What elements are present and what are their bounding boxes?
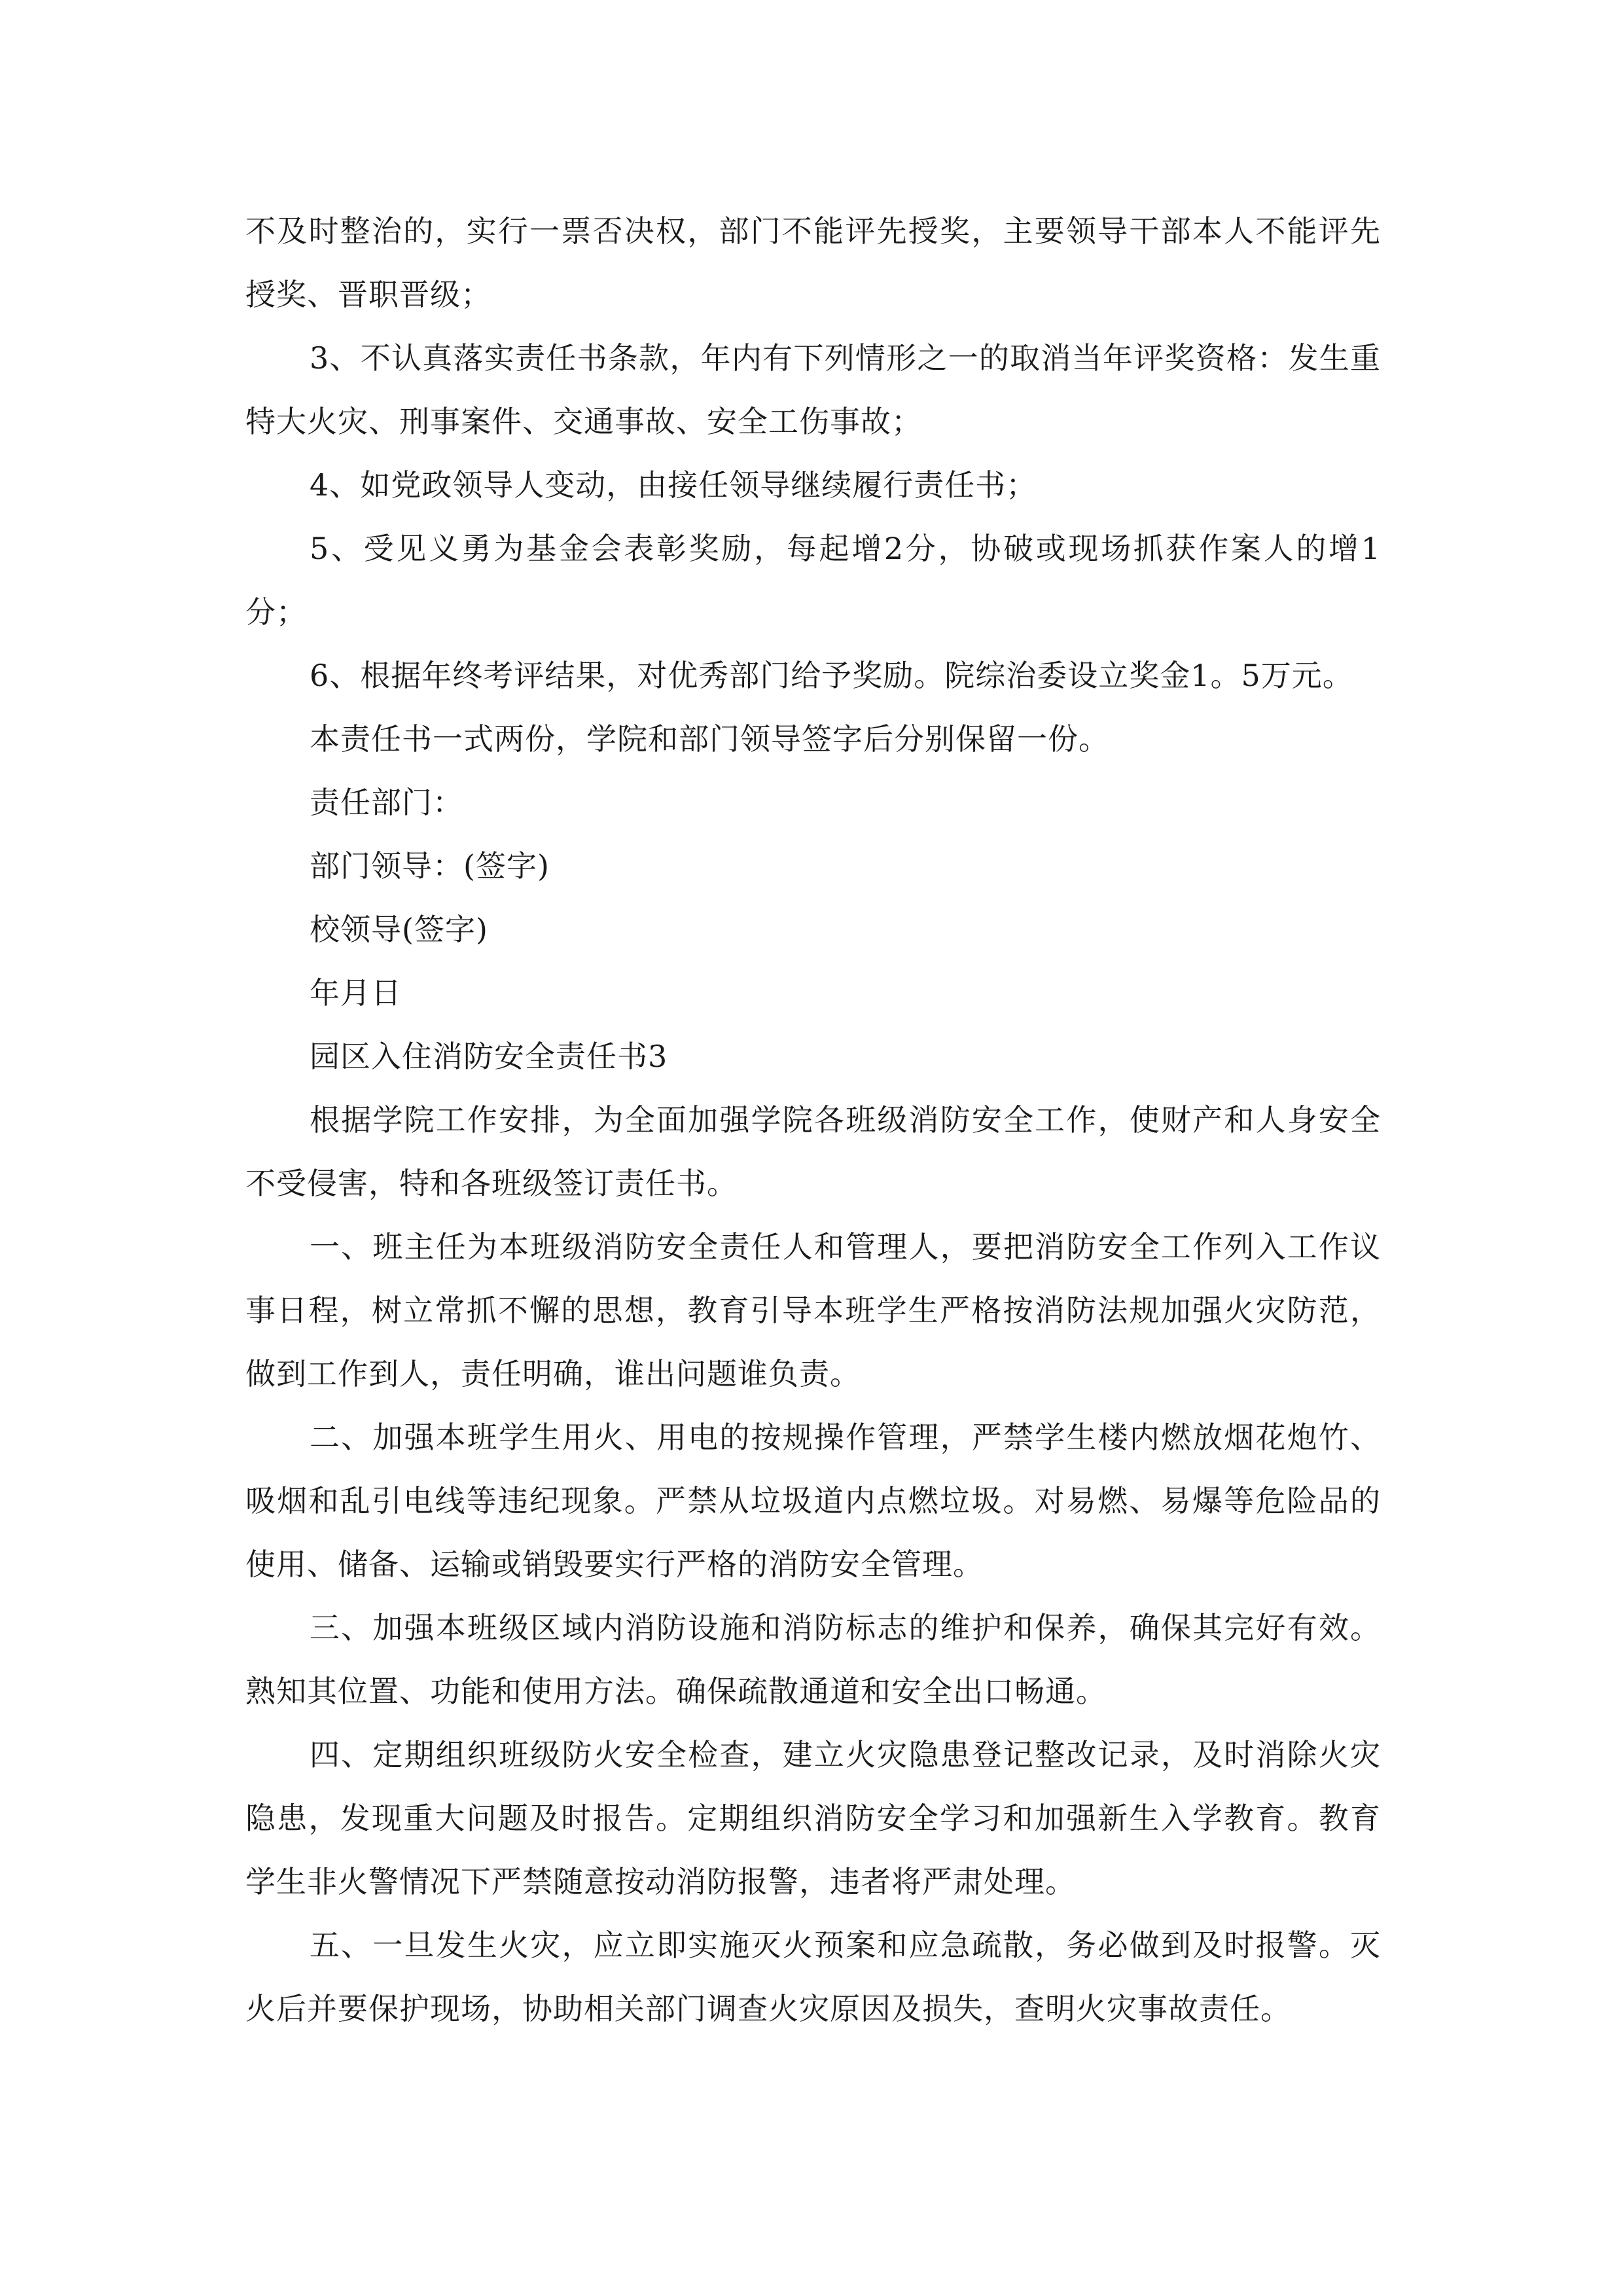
signature-school-leader: 校领导(签字) bbox=[310, 912, 488, 947]
paragraph-item-6: 6、根据年终考评结果，对优秀部门给予奖励。院综治委设立奖金1。5万元。 bbox=[310, 658, 1353, 693]
section-title: 园区入住消防安全责任书3 bbox=[310, 1039, 668, 1074]
paragraph-clause-3: 三、加强本班级区域内消防设施和消防标志的维护和保养，确保其完好有效。熟知其位置、功能和使用方法。确保疏散通道和安全出口畅通。 bbox=[245, 1610, 1381, 1709]
paragraph-clause-4: 四、定期组织班级防火安全检查，建立火灾隐患登记整改记录，及时消除火灾隐患，发现重大问题及时报告。定期组织消防安全学习和加强新生入学教育。教育学生非火警情况下严禁随意按动消防报警，违者将严肃处理。 bbox=[245, 1737, 1381, 1899]
paragraph-continuation: 不及时整治的，实行一票否决权，部门不能评先授奖，主要领导干部本人不能评先授奖、晋职晋级； bbox=[245, 213, 1381, 312]
paragraph-clause-1: 一、班主任为本班级消防安全责任人和管理人，要把消防安全工作列入工作议事日程，树立常抓不懈的思想，教育引导本班学生严格按消防法规加强火灾防范，做到工作到人，责任明确，谁出问题谁负责。 bbox=[245, 1229, 1381, 1391]
paragraph-copies-note: 本责任书一式两份，学院和部门领导签字后分别保留一份。 bbox=[310, 721, 1109, 757]
paragraph-item-3: 3、不认真落实责任书条款，年内有下列情形之一的取消当年评奖资格：发生重特大火灾、刑事案件、交通事故、安全工伤事故； bbox=[245, 340, 1381, 439]
paragraph-intro: 根据学院工作安排，为全面加强学院各班级消防安全工作，使财产和人身安全不受侵害，特和各班级签订责任书。 bbox=[245, 1102, 1381, 1201]
paragraph-item-4: 4、如党政领导人变动，由接任领导继续履行责任书； bbox=[310, 467, 1037, 503]
paragraph-item-5: 5、受见义勇为基金会表彰奖励，每起增2分，协破或现场抓获作案人的增1分； bbox=[245, 531, 1381, 630]
document-body bbox=[245, 200, 1381, 2041]
signature-department-leader: 部门领导：(签字) bbox=[310, 848, 550, 884]
paragraph-clause-2: 二、加强本班学生用火、用电的按规操作管理，严禁学生楼内燃放烟花炮竹、吸烟和乱引电线等违纪现象。严禁从垃圾道内点燃垃圾。对易燃、易爆等危险品的使用、储备、运输或销毁要实行严格的消防安全管理。 bbox=[245, 1420, 1381, 1582]
signature-date: 年月日 bbox=[310, 975, 402, 1011]
paragraph-clause-5: 五、一旦发生火灾，应立即实施灭火预案和应急疏散，务必做到及时报警。灭火后并要保护现场，协助相关部门调查火灾原因及损失，查明火灾事故责任。 bbox=[245, 1928, 1381, 2026]
signature-department: 责任部门： bbox=[310, 785, 463, 820]
